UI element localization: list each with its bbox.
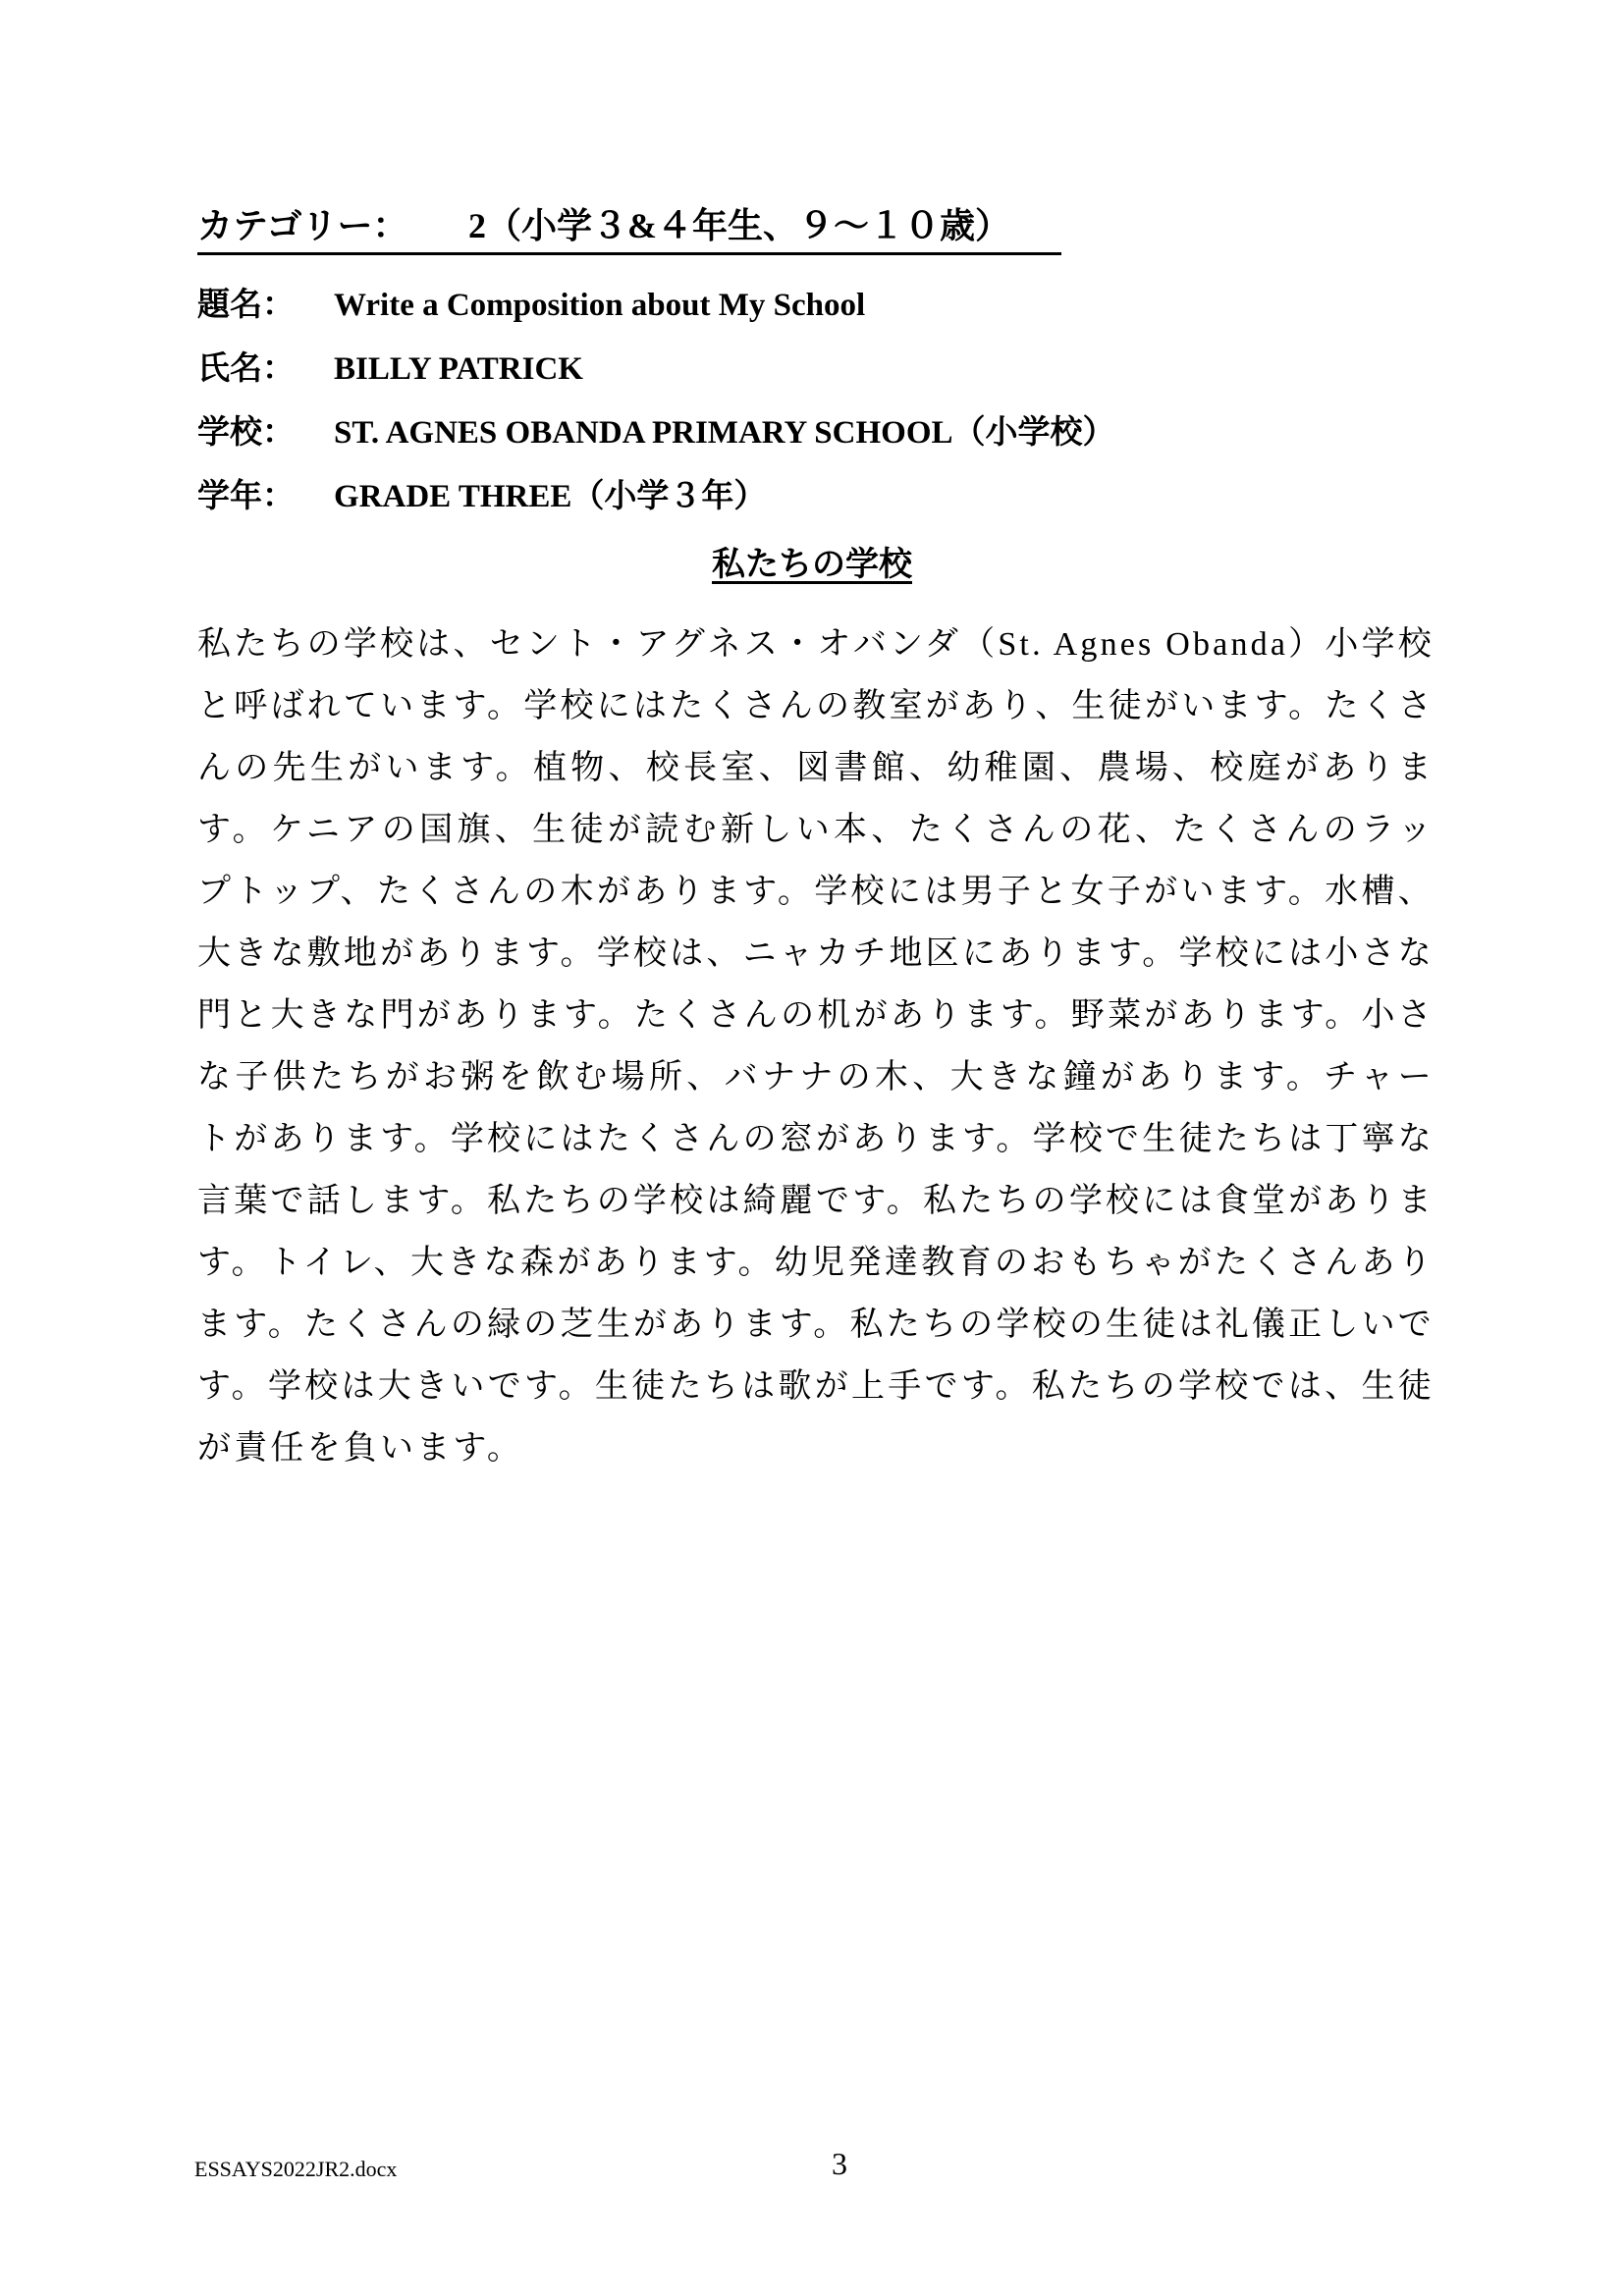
title-value: Write a Composition about My School	[334, 288, 866, 323]
category-label: カテゴリー：	[197, 206, 408, 245]
name-value: BILLY PATRICK	[334, 351, 583, 387]
school-label: 学校：	[197, 415, 295, 451]
title-label: 題名：	[197, 288, 295, 323]
grade-label: 学年：	[197, 479, 295, 514]
meta-row-name	[197, 347, 583, 391]
meta-row-title	[197, 284, 865, 327]
school-value: ST. AGNES OBANDA PRIMARY SCHOOL（小学校）	[334, 415, 1115, 451]
footer-page-number: 3	[832, 2146, 847, 2181]
category-heading	[197, 201, 1061, 255]
essay-title: 私たちの学校	[712, 547, 912, 583]
footer-filename: ESSAYS2022JR2.docx	[194, 2157, 398, 2181]
meta-row-grade	[197, 475, 766, 518]
name-label: 氏名：	[197, 351, 295, 387]
essay-title-container	[0, 543, 1624, 588]
meta-row-school	[197, 411, 1115, 454]
grade-value: GRADE THREE（小学３年）	[334, 479, 767, 514]
essay-body: 私たちの学校は、セント・アグネス・オバンダ（St. Agnes Obanda）小学校と呼ばれています。学校にはたくさんの教室があり、生徒がいます。たくさんの先生がいます。植物、校長室、図書館、幼稚園、農場、校庭があります。ケニアの国旗、生徒が読む新しい本、たくさんの花、たくさんのラップトップ、たくさんの木があります。学校には男子と女子がいます。水槽、大きな敷地があります。学校は、ニャカチ地区にあります。学校には小さな門と大きな門があります。たくさんの机があります。野菜があります。小さな子供たちがお粥を飲む場所、バナナの木、大きな鐘があります。チャートがあります。学校にはたくさんの窓があります。学校で生徒たちは丁寧な言葉で話します。私たちの学校は綺麗です。私たちの学校には食堂があります。トイレ、大きな森があります。幼児発達教育のおもちゃがたくさんあります。たくさんの緑の芝生があります。私たちの学校の生徒は礼儀正しいです。学校は大きいです。生徒たちは歌が上手です。私たちの学校では、生徒が責任を負います。	[197, 626, 1435, 1467]
category-value: 2（小学３&４年生、９～１０歳）	[468, 206, 1010, 245]
